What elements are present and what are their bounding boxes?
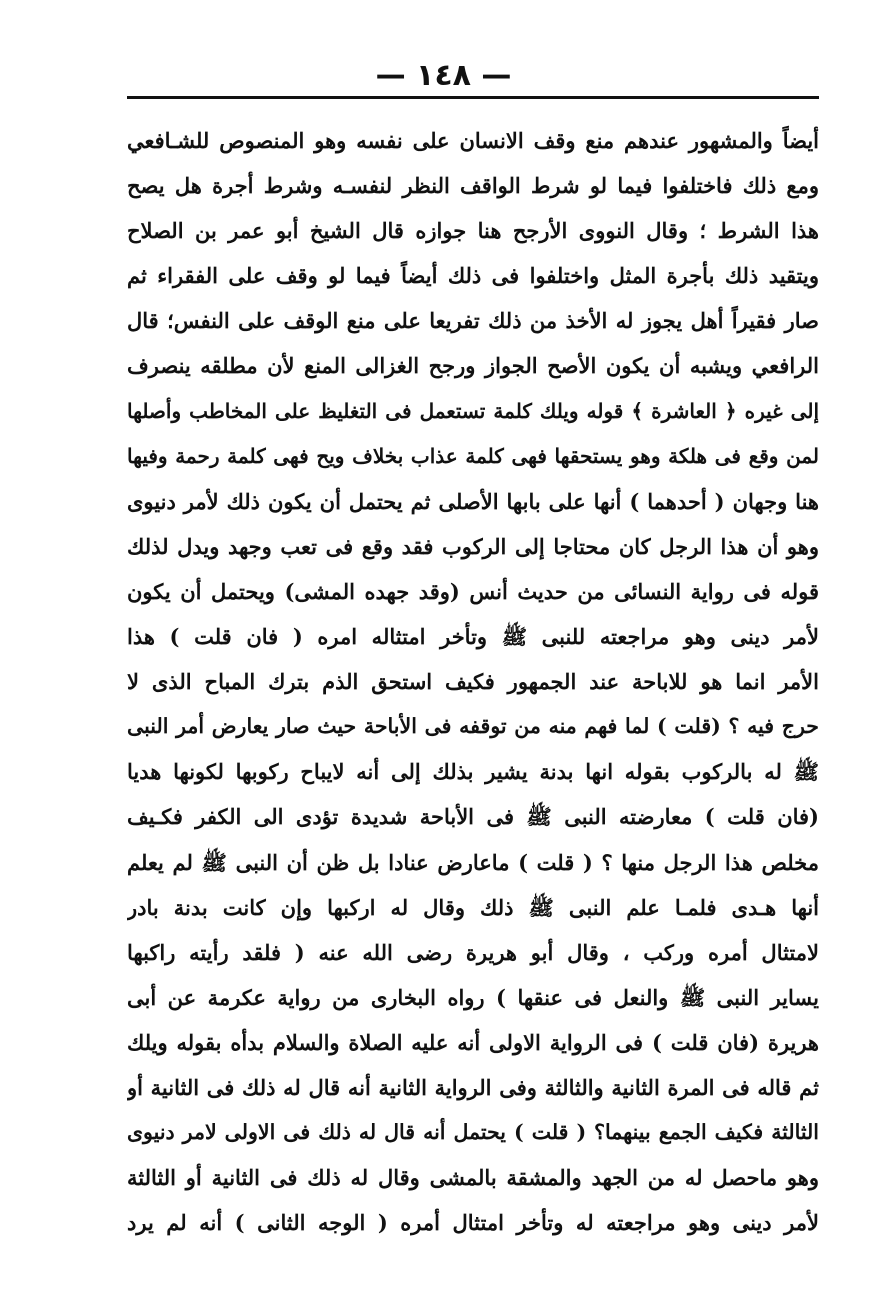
text-line: (فان قلت ) معارضته النبى ﷺ فى الأباحة شديدة تؤدى الى الكفر فكـيف bbox=[127, 804, 819, 830]
text-line: هريرة (فان قلت ) فى الرواية الاولى أنه عليه الصلاة والسلام بدأه بقوله ويلك bbox=[127, 1029, 819, 1055]
text-line: يساير النبى ﷺ والنعل فى عنقها ) رواه البخارى من رواية عكرمة عن أبى bbox=[127, 984, 819, 1010]
text-line: مخلص هذا الرجل منها ؟ ( قلت ) ماعارض عنادا بل ظن أن النبى ﷺ لم يعلم bbox=[127, 849, 819, 875]
text-line: ﷺ له بالركوب بقوله انها بدنة يشير بذلك إلى أنه لايباح ركوبها لكونها هديا bbox=[127, 759, 819, 785]
text-line: هذا الشرط ؛ وقال النووى الأرجح هنا جوازه قال الشيخ أبو عمر بن الصلاح bbox=[127, 218, 819, 244]
text-line: لأمر دينى وهو مراجعته له وتأخر امتثال أمره ( الوجه الثانى ) أنه لم يرد bbox=[127, 1210, 819, 1236]
text-line: ثم قاله فى المرة الثانية والثالثة وفى الرواية الثانية أنه قال له ذلك فى الثانية أو bbox=[127, 1074, 819, 1100]
text-line: الثالثة فكيف الجمع بينهما؟ ( قلت ) يحتمل أنه قال له ذلك فى الاولى لامر دنيوى bbox=[127, 1120, 819, 1145]
text-line: أيضاً والمشهور عندهم منع وقف الانسان على نفسه وهو المنصوص للشـافعي bbox=[127, 128, 819, 153]
text-line: هنا وجهان ( أحدهما ) أنها على بابها الأصلى ثم يحتمل أن يكون ذلك لأمر دنيوى bbox=[127, 488, 819, 514]
text-line: الأمر انما هو للاباحة عند الجمهور فكيف استحق الذم بترك المباح الذى لا bbox=[127, 669, 819, 695]
text-line: وهو ماحصل له من الجهد والمشقة بالمشى وقال له ذلك فى الثانية أو الثالثة bbox=[127, 1165, 819, 1191]
text-line: قوله فى رواية النسائى من حديث أنس (وقد جهده المشى) ويحتمل أن يكون bbox=[127, 578, 819, 604]
text-line: الرافعي ويشبه أن يكون الأصح الجواز ورجح الغزالى المنع لأن مطلقه ينصرف bbox=[127, 353, 819, 379]
text-line: لأمر دينى وهو مراجعته للنبى ﷺ وتأخر امتثاله امره ( فان قلت ) هذا bbox=[127, 624, 819, 650]
text-line: وهو أن هذا الرجل كان محتاجا إلى الركوب فقد وقع فى تعب وجهد ويدل لذلك bbox=[127, 533, 819, 559]
text-line: لمن وقع فى هلكة وهو يستحقها فهى كلمة عذاب بخلاف ويح فهى كلمة رحمة وفيها bbox=[127, 443, 819, 468]
text-line: أنها هـدى فلمـا علم النبى ﷺ ذلك وقال له اركبها وإن كانت بدنة بادر bbox=[127, 894, 819, 920]
body-text bbox=[127, 118, 819, 1245]
text-line: ويتقيد ذلك بأجرة المثل واختلفوا فى ذلك أيضاً فيما لو وقف على الفقراء ثم bbox=[127, 263, 819, 289]
text-line: ومع ذلك فاختلفوا فيما لو شرط الواقف النظر لنفسـه وشرط أجرة هل يصح bbox=[127, 173, 819, 199]
text-line: لامتثال أمره وركب ، وقال أبو هريرة رضى الله عنه ( فلقد رأيته راكبها bbox=[127, 939, 819, 965]
text-line: إلى غيره ﴿ العاشرة ﴾ قوله ويلك كلمة تستعمل فى التغليظ على المخاطب وأصلها bbox=[127, 398, 819, 423]
header-rule bbox=[127, 96, 819, 99]
text-line: صار فقيراً أهل يجوز له الأخذ من ذلك تفريعا على منع الوقف على النفس؛ قال bbox=[127, 308, 819, 334]
page-number: — ١٤٨ — bbox=[375, 58, 512, 93]
text-line: حرج فيه ؟ (قلت ) لما فهم منه من توقفه فى الأباحة حيث صار يعارض أمر النبى bbox=[127, 714, 819, 739]
